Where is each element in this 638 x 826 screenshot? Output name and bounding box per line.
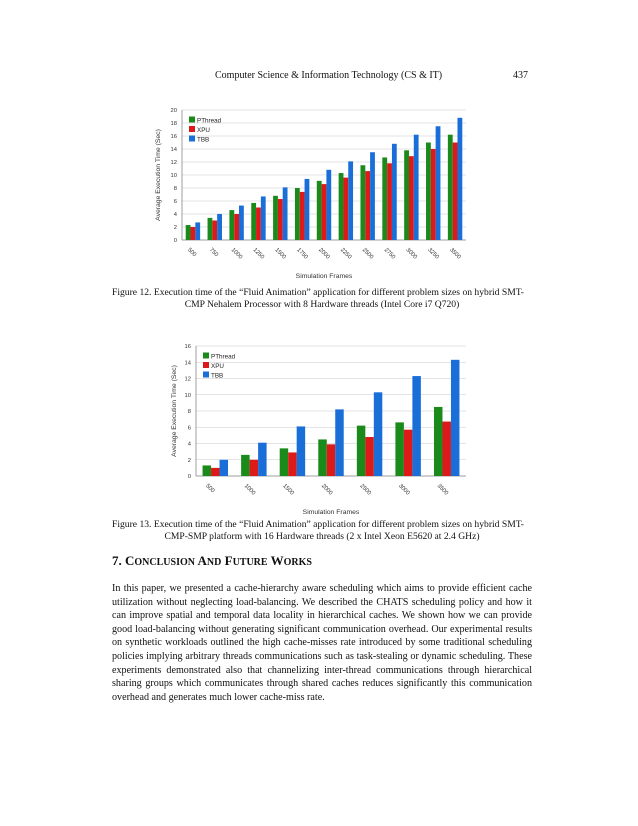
chart1-bar-pthread (360, 165, 365, 240)
section-title-word-4: WORKS (270, 553, 312, 568)
chart1-bar-pthread (317, 181, 322, 240)
chart2-bar-pthread (395, 422, 403, 476)
chart1-x-tick-label: 1000 (229, 247, 244, 261)
chart1-bar-tbb (239, 206, 244, 240)
chart2-y-tick-label: 4 (187, 441, 191, 448)
section-number: 7. (112, 553, 122, 568)
chart1-x-tick-label: 3500 (448, 247, 462, 261)
chart2-bar-tbb (258, 443, 266, 476)
chart1-bar-pthread (404, 150, 409, 240)
chart2-y-tick-label: 2 (187, 457, 191, 464)
chart2-bar-xpu (365, 437, 373, 476)
chart2-x-tick-label: 500 (204, 483, 216, 495)
chart1-y-tick-label: 18 (170, 121, 177, 128)
chart1-bar-xpu (212, 221, 217, 241)
chart1-y-axis-title: Average Execution Time (Sec) (155, 129, 162, 221)
chart2-bar-tbb (297, 426, 305, 476)
chart2-x-tick-label: 1000 (242, 483, 257, 497)
chart1-x-tick-label: 750 (207, 247, 219, 259)
journal-title: Computer Science & Information Technology (CS & IT) (215, 70, 443, 81)
chart2-x-tick-label: 3000 (397, 483, 411, 497)
chart2-bar-xpu (250, 460, 258, 476)
chart2-y-tick-label: 14 (184, 360, 191, 367)
chart2-bar-tbb (335, 409, 343, 476)
chart2-y-tick-label: 10 (184, 392, 191, 399)
chart1-x-tick-label: 2250 (338, 247, 353, 261)
chart2-legend-label-xpu: XPU (211, 363, 224, 370)
chart1-x-tick-label: 1750 (295, 247, 309, 261)
chart1-bar-pthread (382, 157, 387, 240)
chart2-x-tick-label: 2000 (319, 483, 334, 497)
chart1-legend-swatch-tbb (189, 136, 195, 142)
chart2-y-tick-label: 6 (187, 425, 191, 432)
figure-13-caption-line1: Figure 13. Execution time of the “Fluid Animation” application for different problem sizes on hybrid SMT- (112, 519, 524, 530)
chart1-bar-tbb (261, 196, 266, 240)
chart2-bar-tbb (220, 460, 228, 476)
chart1-y-tick-label: 8 (173, 186, 177, 193)
chart1-y-tick-label: 16 (170, 134, 177, 141)
chart2-legend-swatch-pthread (203, 353, 209, 359)
chart1-legend-swatch-xpu (189, 126, 195, 132)
chart2-legend-swatch-tbb (203, 372, 209, 378)
chart1-bar-tbb (195, 222, 200, 240)
chart1-bar-tbb (436, 126, 441, 240)
chart1-bar-tbb (348, 161, 353, 240)
section-title-word-3: FUTURE (224, 553, 268, 568)
chart1-legend-label-xpu: XPU (197, 127, 210, 134)
chart1-x-tick-label: 2000 (317, 247, 331, 261)
chart1-bar-pthread (208, 218, 213, 240)
figure-13-chart (0, 336, 638, 516)
chart2-bar-xpu (211, 468, 219, 476)
chart2-bar-xpu (404, 430, 412, 476)
chart1-x-axis-title: Simulation Frames (295, 273, 353, 280)
chart1-x-tick-label: 3250 (426, 247, 440, 261)
chart1-bar-xpu (278, 199, 283, 240)
chart2-y-tick-label: 8 (187, 409, 191, 416)
chart1-bar-xpu (322, 184, 327, 240)
figure-12-caption-line1: Figure 12. Execution time of the “Fluid Animation” application for different problem sizes on hybrid SMT- (112, 287, 524, 298)
chart1-bar-pthread (448, 135, 453, 240)
figure-13-caption (112, 519, 532, 543)
chart2-bar-tbb (451, 360, 459, 476)
figure-12-chart (0, 100, 638, 280)
chart1-bar-pthread (426, 143, 431, 241)
chart2-y-tick-label: 16 (184, 344, 191, 351)
chart2-bar-pthread (318, 439, 326, 476)
chart1-y-tick-label: 12 (170, 160, 177, 167)
chart1-legend-label-pthread: PThread (197, 117, 222, 125)
chart1-bar-xpu (343, 178, 348, 240)
chart1-y-tick-label: 4 (173, 212, 177, 219)
chart2-bar-tbb (412, 376, 420, 476)
chart2-legend-label-tbb: TBB (211, 372, 224, 380)
chart2-y-tick-label: 0 (187, 474, 191, 481)
chart1-bar-xpu (256, 208, 261, 241)
conclusion-paragraph: In this paper, we presented a cache-hierarchy aware scheduling which aims to provide efficient cache utilization without neglecting load-balancing. We described the CHATS scheduling policy and how it can improve spatial and temporal data locality in hierarchical caches. We shown how we can provide good load-balancing without generating significant communication overhead. Our experimental results on synthetic workloads outlined the high cache-misses rate introduced by some traditional scheduling policies implying arbitrary threads communications such as task-stealing or dynamic scheduling. These experiments demonstrated also that channelizing inter-thread communications through hierarchical sharing groups which communicates through shared caches reduces significantly this communication overhead and generates much lower cache-miss rate. (112, 583, 532, 703)
chart1-y-tick-label: 0 (173, 238, 177, 245)
chart1-bar-tbb (392, 144, 397, 240)
section-heading (112, 553, 312, 569)
chart1-bar-tbb (414, 135, 419, 240)
section-title-word-2: AND (197, 553, 222, 568)
chart2-y-axis-title: Average Execution Time (Sec) (171, 365, 178, 457)
chart2-bar-pthread (357, 426, 365, 476)
chart1-bar-pthread (273, 196, 278, 240)
chart1-y-tick-label: 20 (170, 108, 177, 115)
chart2-x-tick-label: 1500 (281, 483, 295, 497)
figure-13-caption-line2: CMP-SMP platform with 16 Hardware threads (2 x Intel Xeon E5620 at 2.4 GHz) (164, 531, 480, 542)
chart1-bar-xpu (300, 192, 305, 240)
chart1-y-tick-label: 2 (173, 225, 177, 232)
chart1-bar-pthread (229, 210, 234, 240)
chart1-legend-label-tbb: TBB (197, 136, 210, 144)
chart2-x-tick-label: 2500 (358, 483, 372, 497)
chart1-bar-tbb (217, 214, 222, 240)
chart2-bar-pthread (434, 407, 442, 476)
chart1-bar-pthread (295, 188, 300, 240)
chart1-bar-tbb (305, 179, 310, 240)
section-title-word-1: CONCLUSION (125, 553, 195, 568)
chart2-bar-pthread (203, 465, 211, 476)
chart1-bar-pthread (251, 203, 256, 240)
chart1-bar-tbb (457, 118, 462, 240)
chart1-bar-xpu (365, 171, 370, 240)
chart2-y-tick-label: 12 (184, 376, 191, 383)
chart2-bar-pthread (241, 455, 249, 476)
chart1-bar-xpu (453, 143, 458, 241)
page-number: 437 (513, 70, 528, 81)
chart2-bar-xpu (327, 444, 335, 476)
chart2-bar-xpu (288, 452, 296, 476)
chart1-bar-xpu (234, 214, 239, 240)
figure-12-caption (112, 287, 532, 311)
chart1-bar-tbb (370, 152, 375, 240)
chart2-bar-tbb (374, 392, 382, 476)
chart1-x-tick-label: 1250 (251, 247, 265, 261)
chart2-bar-xpu (442, 422, 450, 476)
chart1-bar-pthread (339, 173, 344, 240)
chart1-x-tick-label: 3000 (404, 247, 418, 261)
chart1-bar-xpu (409, 156, 414, 240)
chart2-bar-pthread (280, 448, 288, 476)
chart1-x-tick-label: 2750 (382, 247, 397, 261)
figure-12-caption-line2: CMP Nehalem Processor with 8 Hardware threads (Intel Core i7 Q720) (184, 299, 460, 310)
chart1-y-tick-label: 10 (170, 173, 177, 180)
chart1-x-tick-label: 2500 (360, 247, 375, 261)
chart1-bar-tbb (283, 187, 288, 240)
chart1-bar-xpu (387, 163, 392, 240)
chart2-x-tick-label: 3500 (435, 483, 450, 497)
chart1-y-tick-label: 14 (170, 147, 177, 154)
chart1-x-tick-label: 500 (186, 247, 198, 259)
chart1-bar-tbb (326, 170, 331, 240)
chart1-legend-swatch-pthread (189, 117, 195, 123)
chart1-bar-xpu (191, 227, 196, 240)
chart1-bar-xpu (431, 149, 436, 240)
chart1-bar-pthread (186, 225, 191, 240)
chart2-legend-swatch-xpu (203, 362, 209, 368)
chart1-y-tick-label: 6 (173, 199, 177, 206)
page-header (0, 70, 638, 84)
chart2-x-axis-title: Simulation Frames (302, 509, 360, 516)
chart1-x-tick-label: 1500 (273, 247, 287, 261)
chart2-legend-label-pthread: PThread (211, 353, 236, 361)
